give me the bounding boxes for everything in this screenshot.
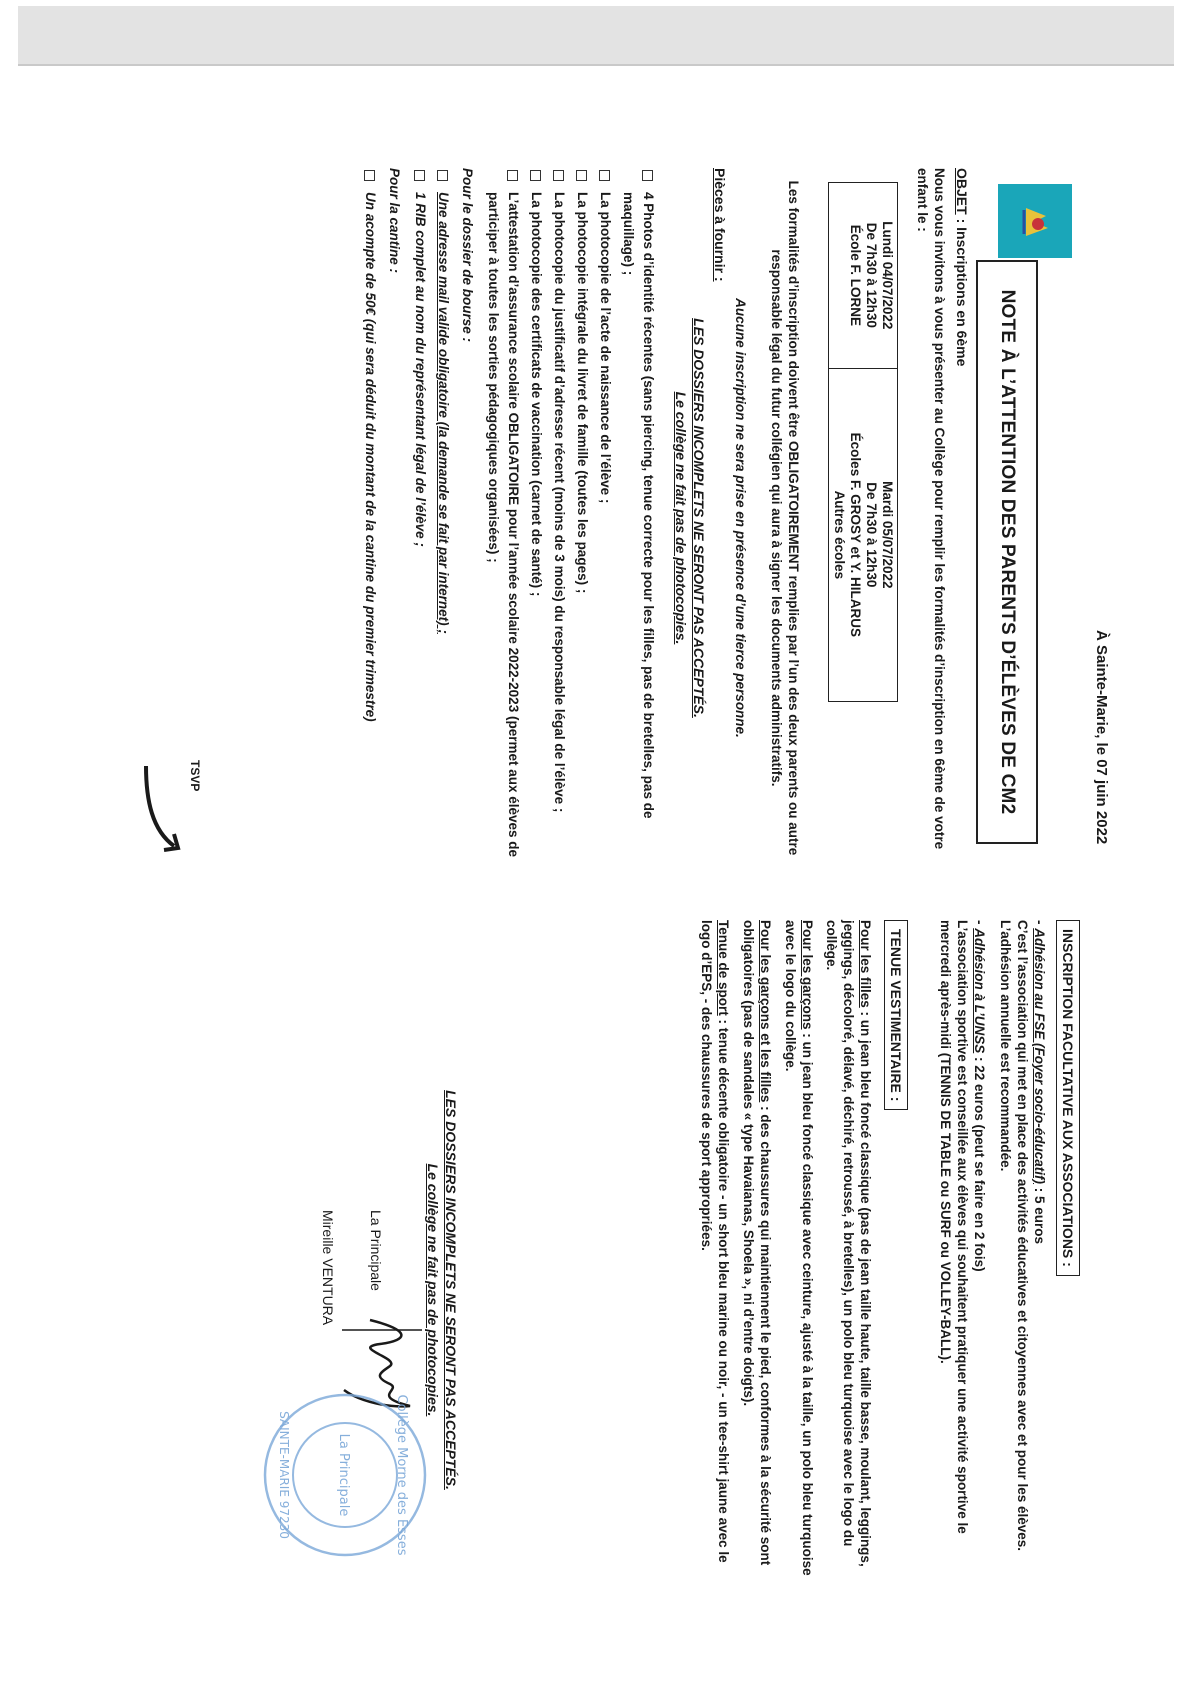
schedule-cell-monday (829, 183, 898, 369)
fse-price: : 5 euros (1032, 1184, 1047, 1245)
dress-sport-text: : tenue décente obligatoire - un short bleu marine ou noir, - un tee-shirt jaune avec le logo d’EPS, - des chaussures de sport appropriées. (699, 920, 731, 1563)
stamp-middle-text: La Principale (336, 1433, 351, 1517)
list-item-text: 4 Photos d’identité récentes (sans piercing, tenue correcte pour les filles, pas de bretelles, pas de maquillage) ; (621, 192, 656, 819)
signature-block (304, 1210, 400, 1325)
list-item-text: La photocopie des certificats de vaccination (carnet de santé) ; (529, 192, 544, 597)
checkbox-icon (414, 170, 425, 181)
dress-boys (782, 920, 816, 1580)
list-item-text: L’attestation d’assurance scolaire OBLIGATOIRE pour l’année scolaire 2022-2023 (permet aux élèves de participer à toutes les sorties pédagogiques organisées) ; (486, 192, 521, 858)
dress-both-text: : des chaussures qui maintiennent le pied, conformes à la sécurité sont obligatoires (pas de sandales « type Havaianas, Shoela », ni d’entre doigts). (741, 920, 773, 1566)
checkbox-icon (437, 170, 448, 181)
list-item (360, 168, 380, 858)
schedule-row (829, 183, 898, 702)
college-logo (998, 184, 1072, 258)
list-item-text: La photocopie intégrale du livret de famille (toutes les pages) ; (575, 192, 590, 594)
third-party-notice: Aucune inscription ne sera prise en présence d’une tierce personne. (733, 298, 748, 738)
schedule-day: Lundi 04/07/2022 (880, 221, 895, 330)
checkbox-icon (599, 170, 610, 181)
schedule-day: Mardi 05/07/2022 (880, 481, 895, 589)
intro-paragraph: Nous vous invitons à vous présenter au Collège pour remplir les formalités d’inscription en 6ème de votre enfant le : (915, 168, 947, 850)
formalities-paragraph: Les formalités d’inscription doivent être OBLIGATOIREMENT remplies par l’un des deux parents ou autre responsable légal du futur collégien qui aura à signer les documents administratifs. (769, 180, 801, 856)
unss-text: L’association sportive est conseillée aux élèves qui souhaitent pratiquer une activité sportive le mercredi après-midi (TENNIS DE TABLE ou SURF ou VOLLEY-BALL). (938, 920, 970, 1534)
list-item (410, 168, 430, 858)
page-title: NOTE À L’ATTENTION DES PARENTS D’ÉLÈVES DE CM2 (976, 260, 1038, 844)
list-item (483, 168, 523, 858)
logo-emblem-icon (1016, 202, 1056, 242)
checkbox-icon (364, 170, 375, 181)
list-item-text: Un acompte de 50€ (qui sera déduit du montant de la cantine du premier trimestre) (363, 192, 378, 722)
signature-name: Mireille VENTURA (320, 1210, 336, 1326)
dress-sport (698, 920, 732, 1580)
list-item (618, 168, 658, 858)
schedule-cell-tuesday (829, 368, 898, 701)
cantine-heading: Pour la cantine : (387, 168, 402, 274)
object-label: OBJET (954, 168, 970, 215)
list-item (549, 168, 569, 858)
schedule-schools: École F. LORNE (848, 224, 863, 326)
documents-heading: Pièces à fournir : (712, 168, 728, 282)
dress-girls-text: : un jean bleu foncé classique (pas de jean taille haute, taille basse, moulant, leggings, jeggings, décoloré, délavé, déchiré, retroussé, à bretelles), un polo bleu turquoise avec le logo du collège. (824, 920, 873, 1567)
dress-girls (823, 920, 874, 1580)
scan-top-strip (18, 6, 1174, 64)
list-item (433, 168, 453, 858)
documents-list (357, 168, 658, 858)
dress-boys-text: : un jean bleu foncé classique avec ceinture, ajusté à la taille, un polo bleu turquoise avec le logo du collège. (783, 920, 815, 1576)
incomplete-notice-line1: LES DOSSIERS INCOMPLETS NE SERONT PAS ACCEPTÉS. (443, 1090, 459, 1490)
schedule-hours: De 7h30 à 12h30 (864, 482, 879, 588)
list-item (526, 168, 546, 858)
incomplete-notice-line1: LES DOSSIERS INCOMPLETS NE SERONT PAS ACCEPTÉS. (691, 318, 707, 718)
list-item (595, 168, 615, 858)
bourse-heading: Pour le dossier de bourse : (460, 168, 475, 343)
incomplete-notice-line2: Le collège ne fait pas de photocopies. (425, 1163, 441, 1417)
rotated-document-page (100, 160, 1120, 1600)
checkbox-icon (507, 170, 518, 181)
checkbox-icon (642, 170, 653, 181)
checkbox-icon (530, 170, 541, 181)
list-item-text: 1 RIB complet au nom du représentant légal de l’élève ; (413, 192, 428, 547)
turn-page-arrow-icon (136, 760, 182, 856)
object-text: : Inscriptions en 6ème (954, 214, 970, 367)
schedule-hours: De 7h30 à 12h30 (864, 222, 879, 328)
signature-role: La Principale (368, 1210, 384, 1291)
stamp-bottom-text: SAINTE-MARIE 97230 (277, 1411, 291, 1539)
list-item-text: Une adresse mail valide obligatoire (la demande se fait par internet) ; (436, 192, 451, 634)
dress-boys-label: Pour les garçons (800, 920, 815, 1030)
list-item-text: La photocopie du justificatif d’adresse récent (moins de 3 mois) du responsable légal de l’élève ; (552, 192, 567, 813)
incomplete-notice (672, 178, 708, 858)
fse-dash: - (1032, 920, 1047, 929)
schedule-schools: Écoles F. GROSY et Y. HILARUS (848, 432, 863, 637)
unss-dash: - (972, 920, 987, 929)
dress-heading: TENUE VESTIMENTAIRE : (884, 920, 908, 1110)
unss-block (937, 920, 988, 1580)
dress-sport-label: Tenue de sport (716, 920, 731, 1016)
schedule-extra: Autres écoles (832, 490, 847, 580)
fse-label: Adhésion au FSE (Foyer socio-éducatif) (1032, 928, 1047, 1185)
dress-both (740, 920, 774, 1580)
school-stamp (260, 1390, 430, 1560)
dress-both-label: Pour les garçons et les filles (758, 920, 773, 1103)
checkbox-icon (553, 170, 564, 181)
tsvp-label: TSVP (188, 760, 202, 792)
object-line (954, 168, 970, 366)
dress-girls-label: Pour les filles (858, 920, 873, 1008)
list-item-text: La photocopie de l’acte de naissance de l’élève ; (598, 192, 613, 504)
incomplete-notice-line2: Le collège ne fait pas de photocopies. (673, 391, 689, 645)
fse-block (997, 920, 1048, 1580)
fse-text: C’est l’association qui met en place des activités éducatives et citoyennes avec et pour les élèves. L’adhésion annuelle est recommandée. (998, 920, 1030, 1552)
stamp-top-text: Collège Morne des Esses (394, 1394, 409, 1556)
list-item (572, 168, 592, 858)
unss-label: Adhésion à L’UNSS (972, 928, 987, 1054)
date-line: À Sainte-Marie, le 07 juin 2022 (1093, 630, 1110, 845)
checkbox-icon (576, 170, 587, 181)
scan-edge-line (18, 64, 1174, 66)
unss-price: : 22 euros (peut se faire en 2 fois) (972, 1053, 987, 1272)
schedule-table (828, 182, 898, 702)
associations-heading: INSCRIPTION FACULTATIVE AUX ASSOCIATIONS : (1056, 920, 1080, 1276)
